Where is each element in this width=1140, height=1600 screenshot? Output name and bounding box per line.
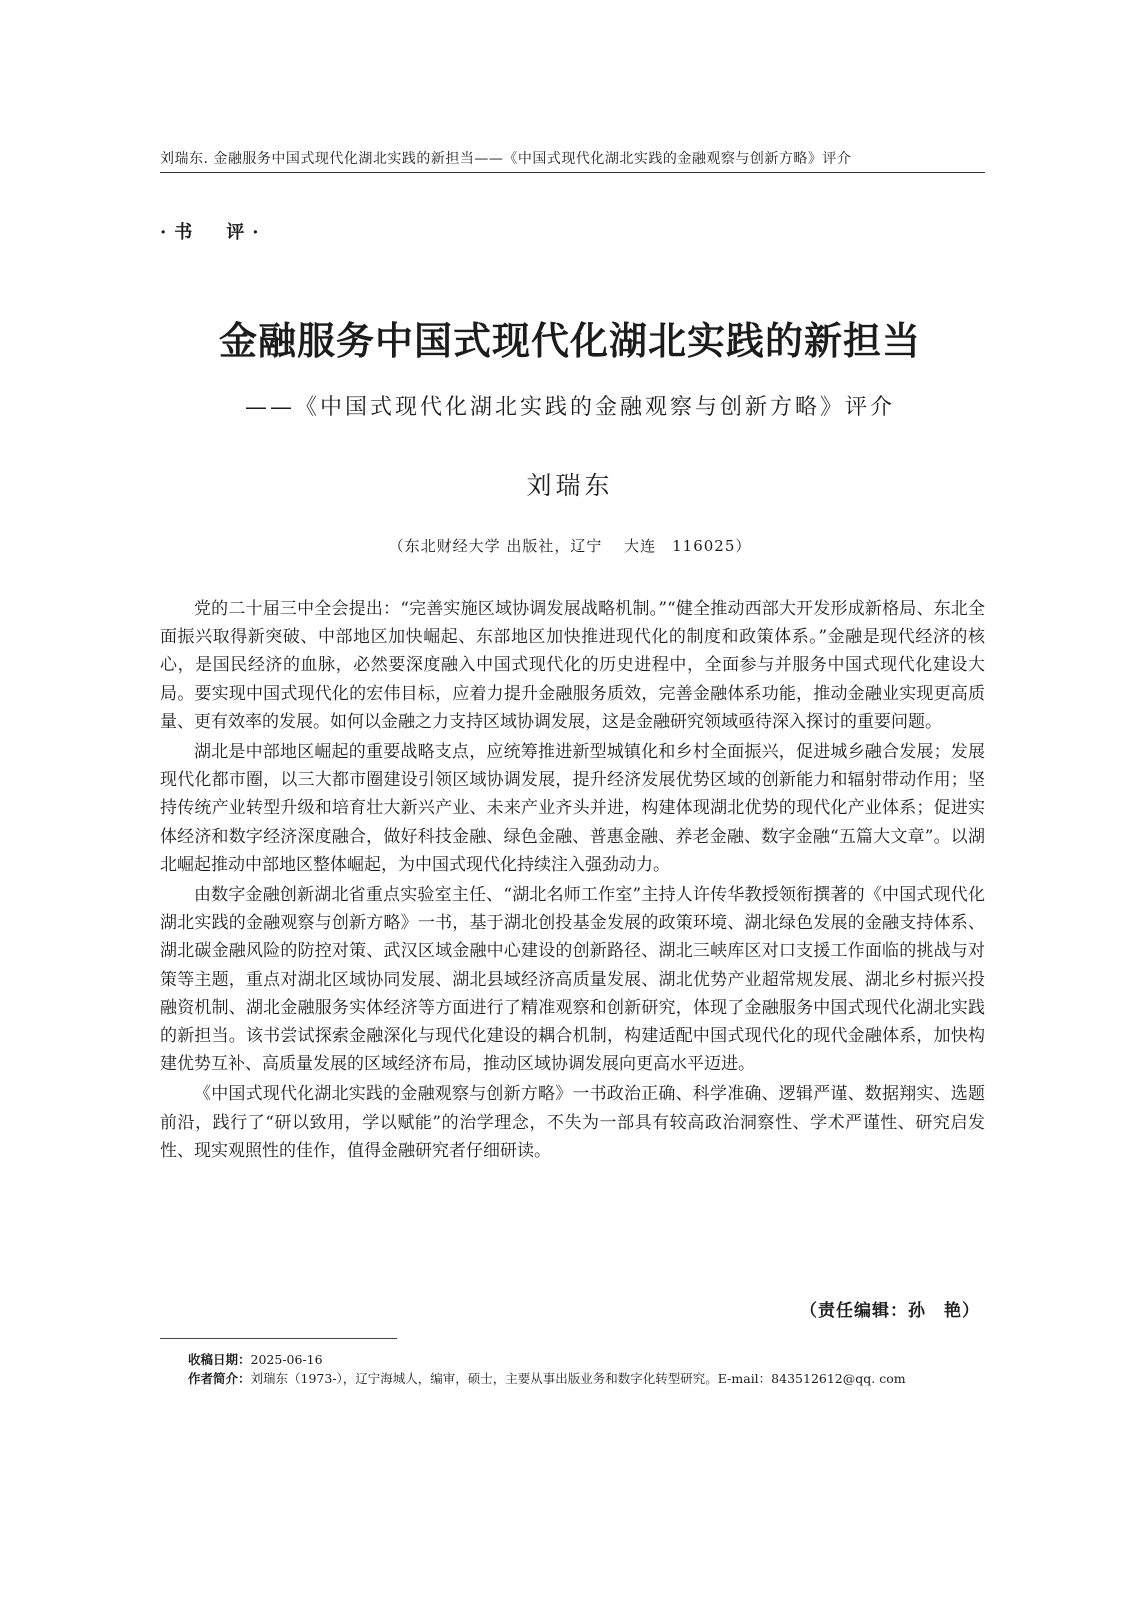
article-subtitle: ——《中国式现代化湖北实践的金融观察与创新方略》评介 [244, 395, 895, 420]
received-date-label: 收稿日期： [188, 1352, 251, 1367]
running-head: 刘瑞东. 金融服务中国式现代化湖北实践的新担当——《中国式现代化湖北实践的金融观察与创新方略》评介 [160, 151, 852, 167]
header-rule [160, 172, 985, 173]
author-bio-label: 作者简介： [188, 1371, 251, 1386]
responsible-editor: （责任编辑：孙 艳） [800, 1301, 980, 1321]
article-title: 金融服务中国式现代化湖北实践的新担当 [218, 319, 921, 363]
section-tag: ·书 评· [160, 222, 267, 243]
article-body [160, 595, 985, 1167]
author-affiliation: （东北财经大学 出版社，辽宁 大连 116025） [388, 537, 752, 555]
paragraph-4: 《中国式现代化湖北实践的金融观察与创新方略》一书政治正确、科学准确、逻辑严谨、数据翔实、选题前沿，践行了“研以致用，学以赋能”的治学理念，不失为一部具有较高政治洞察性、学术严谨性、研究启发性、现实观照性的佳作，值得金融研究者仔细研读。 [160, 1084, 985, 1161]
received-date [188, 1350, 988, 1369]
author-bio-value: 刘瑞东（1973-），辽宁海城人，编审，硕士，主要从事出版业务和数字化转型研究。E-mail：843512612@qq. com [250, 1371, 906, 1386]
paragraph-2: 湖北是中部地区崛起的重要战略支点，应统筹推进新型城镇化和乡村全面振兴，促进城乡融合发展；发展现代化都市圈，以三大都市圈建设引领区域协调发展，提升经济发展优势区域的创新能力和辐射带动作用；坚持传统产业转型升级和培育壮大新兴产业、未来产业齐头并进，构建体现湖北优势的现代化产业体系；促进实体经济和数字经济深度融合，做好科技金融、绿色金融、普惠金融、养老金融、数字金融“五篇大文章”。以湖北崛起推动中部地区整体崛起，为中国式现代化持续注入强劲动力。 [160, 742, 985, 875]
author-name: 刘瑞东 [526, 471, 614, 500]
paragraph-1: 党的二十届三中全会提出：“完善实施区域协调发展战略机制。”“健全推动西部大开发形成新格局、东北全面振兴取得新突破、中部地区加快崛起、东部地区加快推进现代化的制度和政策体系。”金融是现代经济的核心，是国民经济的血脉，必然要深度融入中国式现代化的历史进程中，全面参与并服务中国式现代化建设大局。要实现中国式现代化的宏伟目标，应着力提升金融服务质效，完善金融体系功能，推动金融业实现更高质量、更有效率的发展。如何以金融之力支持区域协调发展，这是金融研究领域亟待深入探讨的重要问题。 [160, 599, 985, 732]
paragraph-3: 由数字金融创新湖北省重点实验室主任、“湖北名师工作室”主持人许传华教授领衔撰著的《中国式现代化湖北实践的金融观察与创新方略》一书，基于湖北创投基金发展的政策环境、湖北绿色发展的金融支持体系、湖北碳金融风险的防控对策、武汉区域金融中心建设的创新路径、湖北三峡库区对口支援工作面临的挑战与对策等主题，重点对湖北区域协同发展、湖北县域经济高质量发展、湖北优势产业超常规发展、湖北乡村振兴投融资机制、湖北金融服务实体经济等方面进行了精准观察和创新研究，体现了金融服务中国式现代化湖北实践的新担当。该书尝试探索金融深化与现代化建设的耦合机制，构建适配中国式现代化的现代金融体系，加快构建优势互补、高质量发展的区域经济布局，推动区域协调发展向更高水平迈进。 [160, 885, 985, 1075]
author-bio [188, 1369, 988, 1388]
footnotes [188, 1350, 988, 1388]
received-date-value: 2025-06-16 [250, 1352, 323, 1367]
footnote-rule [160, 1338, 397, 1339]
